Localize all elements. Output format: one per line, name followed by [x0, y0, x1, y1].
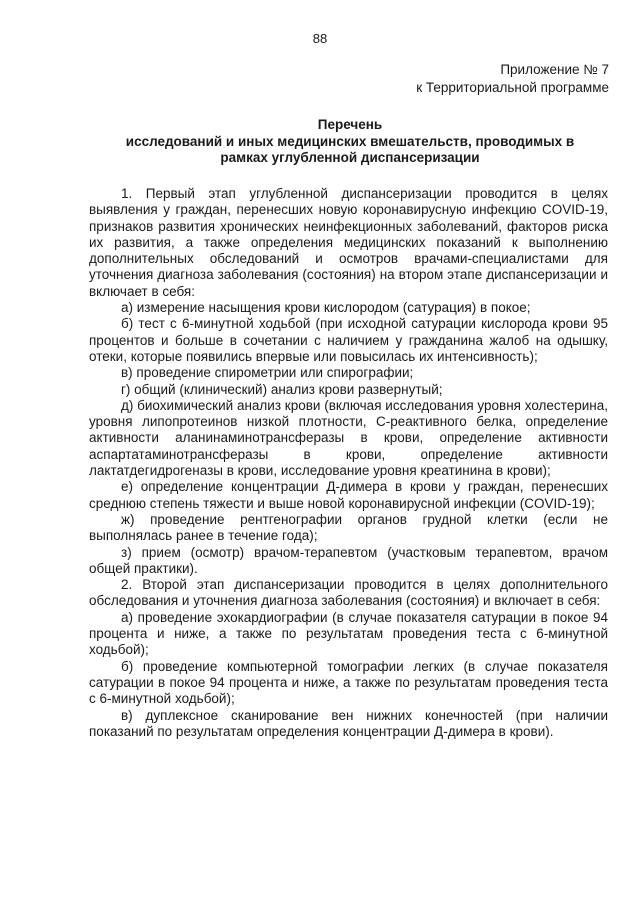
paragraph-stage-1: 1. Первый этап углубленной диспансеризации проводится в целях выявления у граждан, перенесших новую коронавирусную инфекцию COVID-19, признаков развития хронических неинфекционных заболеваний, факторов риска их развития, а также определения медицинских показаний к выполнению дополнительных обследований и осмотров врачами-специалистами для уточнения диагноза заболевания (состояния) на втором этапе диспансеризации и включает в себя:: [89, 186, 608, 299]
document-title: [100, 117, 600, 167]
paragraph-item: а) измерение насыщения крови кислородом (сатурация) в покое;: [121, 300, 531, 316]
appendix-number: Приложение № 7: [500, 62, 609, 77]
paragraph-item: б) тест с 6-минутной ходьбой (при исходной сатурации кислорода крови 95 процентов и больше в сочетании с наличием у гражданина жалоб на одышку, отеки, которые появились впервые или повысилась их интенсивность);: [89, 316, 608, 364]
paragraph-item: б) проведение компьютерной томографии легких (в случае показателя сатурации в покое 94 процента и ниже, а также по результатам проведения теста с 6-минутной ходьбой);: [89, 658, 608, 707]
title-line-1: Перечень: [317, 117, 383, 132]
page-number: 88: [312, 31, 328, 46]
paragraph-item: в) проведение спирометрии или спирографии;: [121, 365, 414, 381]
appendix-program: к Территориальной программе: [416, 80, 609, 95]
paragraph-item: г) общий (клинический) анализ крови развернутый;: [121, 381, 443, 397]
paragraph-stage-2: 2. Второй этап диспансеризации проводится в целях дополнительного обследования и уточнения диагноза заболевания (состояния) и включает в себя:: [89, 577, 608, 609]
paragraph-item: ж) проведение рентгенографии органов грудной клетки (если не выполнялась ранее в течение года);: [89, 511, 608, 544]
paragraph-item: з) прием (осмотр) врачом-терапевтом (участковым терапевтом, врачом общей практики).: [89, 544, 608, 576]
paragraph-item: д) биохимический анализ крови (включая исследования уровня холестерина, уровня липопротеинов низкой плотности, С-реактивного белка, определение активности аланинаминотрансферазы в крови, определение активности аспартатаминотрансферазы в крови, определение активности лактатдегидрогеназы в крови, исследование уровня креатинина в крови);: [89, 397, 608, 479]
document-body: [89, 186, 608, 740]
title-line-3: рамках углубленной диспансеризации: [220, 150, 480, 165]
paragraph-item: а) проведение эхокардиографии (в случае показателя сатурации в покое 94 процента и ниже, а также по результатам проведения теста с 6-минутной ходьбой);: [89, 609, 608, 658]
title-line-2: исследований и иных медицинских вмешательств, проводимых в: [125, 133, 575, 149]
paragraph-item: е) определение концентрации Д-димера в крови у граждан, перенесших среднюю степень тяжести и выше новой коронавирусной инфекции (COVID-19);: [89, 479, 608, 511]
appendix-header: [416, 61, 609, 97]
paragraph-item: в) дуплексное сканирование вен нижних конечностей (при наличии показаний по результатам определения концентрации Д-димера в крови).: [89, 707, 608, 739]
